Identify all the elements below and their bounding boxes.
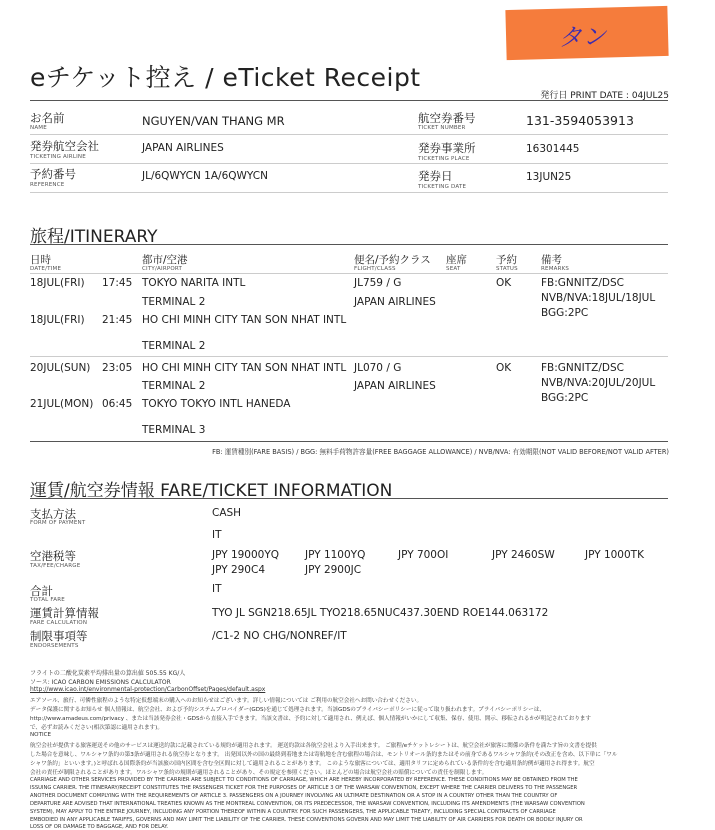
- col-status: 予約: [496, 254, 517, 266]
- col-seat-sub: SEAT: [446, 266, 461, 272]
- airline-value: JAPAN AIRLINES: [142, 142, 224, 154]
- col-date-sub: DATE/TIME: [30, 266, 62, 272]
- note-line: した場合を意味し、ワルシャワ条約の第3条が適用される航空券となります。 出発国以外の国の最終到着地または寄航地を含む旅程の場合は、モントリオール条約またはその前身であるワルシャワ条約(その改正を含め、以下単に「ワル: [30, 752, 618, 758]
- tax-item: JPY 290C4: [212, 564, 266, 576]
- row2-city: HO CHI MINH CITY TAN SON NHAT INTL: [142, 314, 347, 326]
- row3-date: 20JUL(SUN): [30, 362, 91, 374]
- col-status-sub: STATUS: [496, 266, 518, 272]
- title-rule: [30, 100, 668, 101]
- row3-remark-3: BGG:2PC: [541, 392, 589, 404]
- row4-date: 21JUL(MON): [30, 398, 94, 410]
- print-date: 発行日 PRINT DATE : 04JUL25: [540, 91, 669, 101]
- tax-item: JPY 1100YQ: [305, 549, 366, 561]
- note-line: エアソール、旅行、可憐性旅程のような特定仮想端末の購入へのお知らせはございます。詳しい情報については ご利用の航空会社へお問い合わせください。: [30, 698, 423, 704]
- header-rule-3: [30, 192, 668, 193]
- itinerary-footnote: FB: 運賃種別(FARE BASIS) / BGG: 無料手荷物許容量(FREE BAGGAGE ALLOWANCE) / NVB/NVA: 有効期限(NOT VALID BEFORE/NOT VALID AFTER): [212, 448, 669, 456]
- row1-flight: JL759 / G: [354, 277, 402, 289]
- note-line: http://www.amadeus.com/privacy 、または当該発券会社・GDSから直接入手できます。当該文書は、予約に対して適用され、例えば、個人情報がいかにして収集、保存、使用、開示、移転されるかが明記されております: [30, 716, 591, 722]
- col-flight-sub: FLIGHT/CLASS: [354, 266, 396, 272]
- endorse-label: 制限事項等: [30, 629, 88, 643]
- row1-status: OK: [496, 277, 512, 289]
- row1-date: 18JUL(FRI): [30, 277, 85, 289]
- ref-sub: REFERENCE: [30, 182, 65, 188]
- row2-date: 18JUL(FRI): [30, 314, 85, 326]
- note-line: DEPARTURE ARE ADVISED THAT INTERNATIONAL TREATIES KNOWN AS THE MONTREAL CONVENTION, OR ITS PREDECESSOR, THE WARSAW CONVENTION, INCLUDING ITS AMENDMENTS (THE WARSAW CONVENTION: [30, 801, 585, 807]
- note-line: で、必ずお読みください(相次第認に適用されます)。: [30, 725, 163, 731]
- page-title: eチケット控え / eTicket Receipt: [30, 63, 421, 92]
- header-rule-2: [30, 163, 668, 164]
- note-line: ANOTHER DOCUMENT COMPLYING WITH THE REQUIREMENTS OF ARTICLE 3. PASSENGERS ON A JOURNEY INVOLVING AN ULTIMATE DESTINATION OR A STOP IN A COUNTRY OTHER THAN THE COUNTRY OF: [30, 793, 558, 799]
- tax-item: JPY 2900JC: [305, 564, 362, 576]
- date-value: 13JUN25: [526, 171, 572, 183]
- row2-terminal: TERMINAL 2: [142, 340, 206, 352]
- note-line: EMBODIED IN ANY APPLICABLE TARIFFS, GOVERNS AND MAY LIMIT THE LIABILITY OF THE CARRIER. THESE CONVENTIONS GOVERN AND MAY LIMIT THE LIABILITY OF AIR CARRIERS FOR DEATH OR BODILY INJURY OR: [30, 817, 583, 823]
- note-line: LOSS OF OR DAMAGE TO BAGGAGE, AND FOR DELAY.: [30, 824, 168, 830]
- airline-sub: TICKETING AIRLINE: [30, 154, 86, 160]
- calc-value: TYO JL SGN218.65JL TYO218.65NUC437.30END ROE144.063172: [212, 607, 549, 619]
- col-city: 都市/空港: [142, 254, 188, 266]
- ticket-sub: TICKET NUMBER: [418, 125, 466, 131]
- row3-remark-1: FB:GNNITZ/DSC: [541, 362, 624, 374]
- col-seat: 座席: [446, 254, 467, 266]
- carbon-calculator-link[interactable]: http://www.icao.int/environmental-protection/CarbonOffset/Pages/default.aspx: [30, 686, 266, 693]
- ref-value: JL/6QWYCN 1A/6QWYCN: [142, 170, 268, 182]
- date-sub: TICKETING DATE: [418, 184, 467, 190]
- tax-item: JPY 2460SW: [492, 549, 555, 561]
- place-label: 発券事業所: [418, 141, 476, 155]
- row3-time: 23:05: [102, 362, 133, 374]
- ticket-value: 131-3594053913: [526, 113, 634, 128]
- row1-time: 17:45: [102, 277, 133, 289]
- row3-city: HO CHI MINH CITY TAN SON NHAT INTL: [142, 362, 347, 374]
- tax-label: 空港税等: [30, 549, 76, 563]
- payment-sub: FORM OF PAYMENT: [30, 520, 86, 526]
- itinerary-rule: [30, 244, 668, 245]
- row1-remark-1: FB:GNNITZ/DSC: [541, 277, 624, 289]
- note-line: ソース: ICAO CARBON EMISSIONS CALCULATOR: [30, 679, 171, 686]
- tax-item: JPY 700OI: [398, 549, 449, 561]
- row4-terminal: TERMINAL 3: [142, 424, 206, 436]
- note-line: NOTICE: [30, 732, 52, 738]
- segment-rule: [30, 356, 668, 357]
- row1-remark-3: BGG:2PC: [541, 307, 589, 319]
- note-line: CARRIAGE AND OTHER SERVICES PROVIDED BY THE CARRIER ARE SUBJECT TO CONDITIONS OF CARRIAGE, WHICH ARE HEREBY INCORPORATED BY REFERENCE. THESE CONDITIONS MAY BE OBTAINED FROM THE: [30, 777, 578, 783]
- sticky-note-text: タン: [557, 22, 607, 52]
- row1-remark-2: NVB/NVA:18JUL/18JUL: [541, 292, 656, 304]
- endorse-value: /C1-2 NO CHG/NONREF/IT: [212, 630, 347, 642]
- name-value: NGUYEN/VAN THANG MR: [142, 114, 285, 128]
- note-line: SYSTEM), MAY APPLY TO THE ENTIRE JOURNEY, INCLUDING ANY PORTION THEREOF WITHIN A COUNTRY. FOR SUCH PASSENGERS, THE APPLICABLE TREATY, INCLUDING SPECIAL CONTRACTS OF CARRIAGE: [30, 809, 556, 815]
- date-label: 発券日: [418, 169, 453, 183]
- row3-airline: JAPAN AIRLINES: [354, 380, 436, 392]
- row1-terminal: TERMINAL 2: [142, 296, 206, 308]
- tax-item: JPY 19000YQ: [212, 549, 280, 561]
- itinerary-bottom-rule: [30, 441, 668, 442]
- note-line: データ保護に関するお知らせ 個人情報は、航空会社、および予約システムプロバイダー(GDS)を通じて処理されます。当該GDSのプライバシーポリシーに従って取り扱われます。プライバシーポリシーは、: [30, 707, 546, 713]
- col-remarks-sub: REMARKS: [541, 266, 570, 272]
- tax-item: JPY 1000TK: [585, 549, 644, 561]
- header-rule-1: [30, 134, 668, 135]
- ticket-label: 航空券番号: [418, 111, 476, 125]
- col-date: 日時: [30, 254, 51, 266]
- payment-value-2: IT: [212, 529, 222, 541]
- name-sub: NAME: [30, 125, 47, 131]
- note-line: シャワ条約」といいます。)と呼ばれる国際条約が当該旅の国内区間を含む全区間に対して適用されることがあります。 このような旅客については、適用タリフに定められている条件約を含む適用条約例が適用され得ます。航空: [30, 761, 595, 767]
- note-line: ISSUING CARRIER. THE ITINERARY/RECEIPT CONSTITUTES THE PASSENGER TICKET FOR THE PURPOSES OF ARTICLE 3 OF THE WARSAW CONVENTION, EXCEPT WHERE THE CARRIER DELIVERS TO THE PASSENGER: [30, 785, 578, 791]
- note-line: 会社の責任が制限されることがあります。ワルシャワ条約の規則が適用されることがあり、その規定を参照ください。ほとんどの場合は航空会社の賠償についての責任を制限します。: [30, 770, 488, 776]
- place-sub: TICKETING PLACE: [418, 156, 470, 162]
- payment-value: CASH: [212, 507, 242, 519]
- total-value: IT: [212, 583, 222, 595]
- total-label: 合計: [30, 584, 53, 598]
- row4-city: TOKYO TOKYO INTL HANEDA: [142, 398, 291, 410]
- total-sub: TOTAL FARE: [30, 597, 65, 603]
- col-remarks: 備考: [541, 254, 562, 266]
- sticky-note: [505, 6, 668, 60]
- payment-label: 支払方法: [30, 507, 76, 521]
- row4-time: 06:45: [102, 398, 133, 410]
- row1-airline: JAPAN AIRLINES: [354, 296, 436, 308]
- row3-remark-2: NVB/NVA:20JUL/20JUL: [541, 377, 656, 389]
- calc-label: 運賃計算情報: [30, 606, 99, 620]
- note-line: フライトの二酸化炭素平均排出量の算出値 505.55 KG/人: [30, 670, 186, 677]
- endorse-sub: ENDORSEMENTS: [30, 643, 79, 649]
- name-label: お名前: [30, 111, 65, 125]
- tax-sub: TAX/FEE/CHARGE: [30, 563, 81, 569]
- place-value: 16301445: [526, 143, 580, 155]
- row2-time: 21:45: [102, 314, 133, 326]
- col-city-sub: CITY/AIRPORT: [142, 266, 183, 272]
- fare-heading: 運賃/航空券情報 FARE/TICKET INFORMATION: [30, 481, 393, 501]
- itinerary-head-rule: [30, 273, 668, 274]
- airline-label: 発券航空会社: [30, 139, 99, 153]
- row3-terminal: TERMINAL 2: [142, 380, 206, 392]
- row3-flight: JL070 / G: [354, 362, 402, 374]
- calc-sub: FARE CALCULATION: [30, 620, 88, 626]
- itinerary-heading: 旅程/ITINERARY: [30, 227, 158, 247]
- note-line: 航空会社が提供する旅客運送その他のサービスは運送約款に記載されている規約が適用されます。 運送約款は各航空会社より入手出来ます。 ご旅程/eチケットレシートは、航空会社が旅客に関係の条件を満たす旨の文書を提供: [30, 743, 597, 749]
- fare-rule: [30, 498, 668, 499]
- col-flight: 便名/予約クラス: [354, 254, 431, 266]
- row3-status: OK: [496, 362, 512, 374]
- row1-city: TOKYO NARITA INTL: [142, 277, 246, 289]
- ref-label: 予約番号: [30, 167, 76, 181]
